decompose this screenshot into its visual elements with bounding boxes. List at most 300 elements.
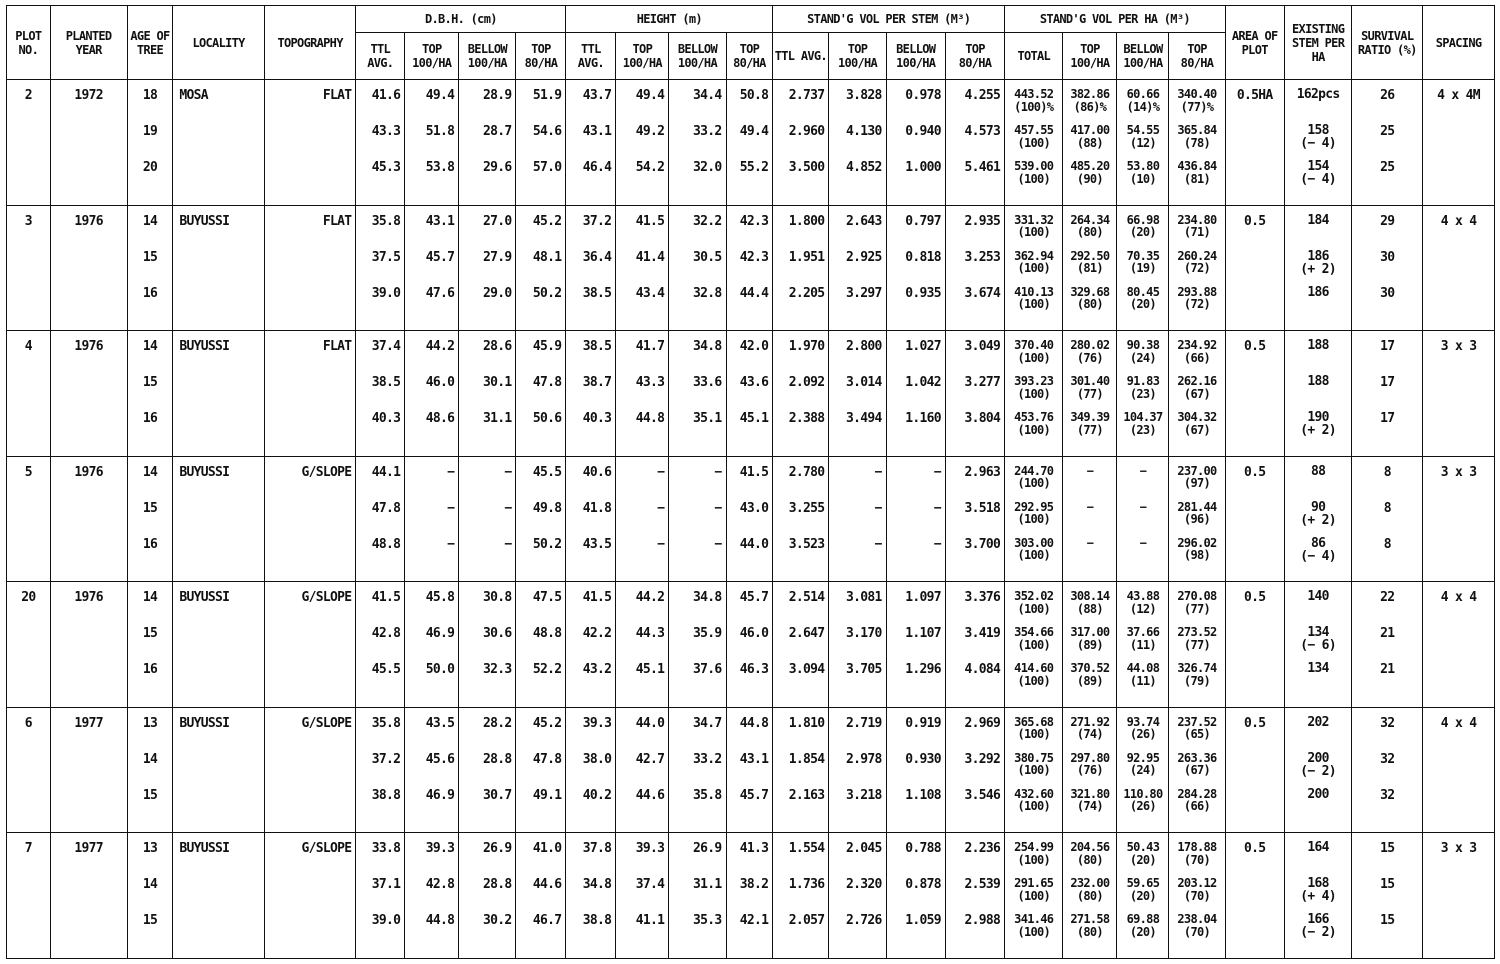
vol-ha-bellow100-entry <box>1117 411 1168 447</box>
vol-ha-top100-entry <box>1063 841 1116 877</box>
height-top80-value: 45.7 <box>739 787 769 803</box>
vol-ha-top100-value: 264.34 <box>1070 212 1110 227</box>
area-of-plot: 0.5HA <box>1236 88 1273 103</box>
vol-ha-total-stack <box>1005 457 1062 573</box>
dbh-ttl-avg-value: 35.8 <box>371 213 401 229</box>
tree-age-value: 14 <box>142 213 158 229</box>
table-row <box>7 331 1495 457</box>
height-top100-value: 41.5 <box>635 213 665 229</box>
height-ttl-avg-value: 40.6 <box>582 464 612 480</box>
vol-ha-top80-value: 270.08 <box>1177 589 1217 604</box>
dbh-top100-value: 39.3 <box>425 841 455 857</box>
vol-ha-top100-note: (80) <box>1076 924 1103 939</box>
dbh-top100-stack <box>405 206 458 322</box>
vol-ha-top100-note: (89) <box>1076 637 1103 652</box>
vol-ha-bellow100-entry <box>1117 590 1168 626</box>
subheader-height-bellow100: BELLOW 100/HA <box>669 33 726 80</box>
height-ttl-avg-value: 39.3 <box>582 715 612 731</box>
plot-no: 5 <box>24 464 32 480</box>
vol-stem-bellow100-value: 1.296 <box>905 662 941 678</box>
header-planted-year: PLANTED YEAR <box>50 6 127 80</box>
vol-ha-top80-note: (70) <box>1183 924 1211 939</box>
plot-no-cell <box>7 456 51 582</box>
vol-ha-top100-entry <box>1063 160 1116 196</box>
vol-ha-total-value: 303.00 <box>1014 535 1054 550</box>
vol-ha-total-entry <box>1005 88 1062 124</box>
dbh-bellow100-cell <box>459 707 516 833</box>
vol-stem-bellow100-value: 0.797 <box>905 213 941 229</box>
vol-stem-top100-stack <box>829 206 885 322</box>
dbh-top100-value: 46.0 <box>425 375 455 391</box>
survival-ratio-value: 32 <box>1380 715 1395 731</box>
existing-stem-value: 88 <box>1310 463 1326 479</box>
height-top100-value: 39.3 <box>635 841 665 857</box>
height-ttl-avg-stack <box>566 582 615 698</box>
vol-ha-top80-note: (96) <box>1183 512 1211 527</box>
vol-ha-total-note: (100) <box>1017 350 1051 365</box>
vol-ha-top80-cell <box>1169 582 1225 708</box>
subheader-dbh-top100: TOP 100/HA <box>405 33 459 80</box>
survival-ratio-stack <box>1352 80 1422 196</box>
survival-ratio-value: 25 <box>1380 124 1395 139</box>
vol-stem-ttl-avg-stack <box>773 331 828 447</box>
vol-stem-ttl-avg-stack <box>773 582 828 698</box>
vol-stem-ttl-avg-value: 3.523 <box>788 536 825 552</box>
dbh-top80-cell <box>516 582 566 708</box>
plot-no: 2 <box>24 88 32 103</box>
vol-ha-bellow100-note: (20) <box>1129 888 1156 903</box>
vol-ha-top80-entry <box>1169 913 1224 949</box>
vol-ha-bellow100-note: (19) <box>1129 261 1156 276</box>
height-top80-value: 43.0 <box>739 500 769 516</box>
vol-ha-top100-note: (76) <box>1076 763 1103 778</box>
vol-ha-top100-note: (80) <box>1076 852 1103 867</box>
vol-stem-ttl-avg-value: 3.500 <box>788 160 825 175</box>
vol-ha-top80-value: 293.88 <box>1177 284 1217 299</box>
subheader-height-ttl-avg: TTL AVG. <box>566 33 616 80</box>
vol-ha-total-value: 414.60 <box>1014 661 1054 676</box>
dbh-top80-value: 51.9 <box>532 88 562 103</box>
height-top80-stack <box>727 457 773 573</box>
topography: FLAT <box>322 339 352 355</box>
vol-stem-bellow100-value: 1.160 <box>905 411 941 427</box>
dbh-bellow100-cell <box>459 833 516 959</box>
height-bellow100-cell <box>669 331 726 457</box>
vol-ha-total-note: (100) <box>1017 673 1051 688</box>
dbh-top80-stack <box>516 206 565 322</box>
existing-stem-cell <box>1284 582 1352 708</box>
vol-ha-top100-note: (74) <box>1076 727 1103 742</box>
vol-ha-top100-cell <box>1063 582 1117 708</box>
planted-year: 1976 <box>74 213 103 229</box>
dbh-top100-value: 50.0 <box>425 662 455 678</box>
existing-stem-value: 200 <box>1307 750 1329 766</box>
vol-ha-top80-note: (81) <box>1183 171 1211 186</box>
area-of-plot-cell <box>1225 331 1284 457</box>
existing-stem-stack <box>1285 708 1352 824</box>
height-top80-value: 41.5 <box>739 464 769 480</box>
height-top80-value: 46.0 <box>739 626 769 642</box>
dbh-bellow100-cell <box>459 80 516 206</box>
spacing: 4 x 4 <box>1440 213 1477 229</box>
vol-ha-top100-value: 292.50 <box>1070 248 1110 263</box>
vol-stem-bellow100-stack <box>887 457 945 573</box>
vol-ha-bellow100-value: − <box>1139 463 1147 478</box>
vol-ha-top80-note: (79) <box>1183 673 1211 688</box>
height-top100-value: 45.1 <box>635 662 665 678</box>
vol-stem-ttl-avg-value: 2.960 <box>788 124 825 139</box>
vol-ha-bellow100-value: 92.95 <box>1126 750 1160 765</box>
height-top100-cell <box>616 80 669 206</box>
vol-ha-top100-entry <box>1063 537 1116 573</box>
existing-stem-stack <box>1285 582 1352 698</box>
height-top100-value: 44.3 <box>635 626 665 642</box>
vol-ha-top100-entry <box>1063 913 1116 949</box>
height-ttl-avg-value: 40.2 <box>582 787 612 803</box>
existing-stem-entry <box>1285 716 1352 752</box>
height-bellow100-stack <box>669 457 725 573</box>
vol-ha-top100-cell <box>1063 205 1117 331</box>
dbh-top100-value: 45.8 <box>425 590 455 606</box>
survival-ratio-value: 15 <box>1380 841 1395 857</box>
survival-ratio-value: 17 <box>1380 339 1395 355</box>
vol-ha-top80-entry <box>1169 716 1224 752</box>
existing-stem-entry <box>1285 501 1352 537</box>
existing-stem-entry <box>1285 214 1352 250</box>
dbh-bellow100-value: − <box>504 536 512 552</box>
vol-ha-total-stack <box>1005 582 1062 698</box>
height-ttl-avg-cell <box>566 331 616 457</box>
vol-stem-bellow100-value: 0.930 <box>905 751 941 767</box>
height-ttl-avg-value: 43.5 <box>582 536 612 552</box>
survival-ratio-value: 30 <box>1380 285 1395 301</box>
vol-ha-top80-value: 260.24 <box>1177 248 1217 263</box>
height-top80-cell <box>726 331 773 457</box>
tree-age-stack <box>128 582 173 698</box>
height-bellow100-value: 35.9 <box>692 626 722 642</box>
dbh-ttl-avg-cell <box>356 833 405 959</box>
height-top80-cell <box>726 833 773 959</box>
vol-stem-top80-value: 2.969 <box>964 715 1001 731</box>
table-row <box>7 582 1495 708</box>
vol-stem-top100-stack <box>829 80 885 196</box>
vol-ha-top100-note: (88) <box>1076 135 1103 150</box>
vol-ha-bellow100-value: 80.45 <box>1126 284 1160 299</box>
plot-no-cell <box>7 331 51 457</box>
locality: BUYUSSI <box>179 715 230 731</box>
vol-ha-total-note: (100)% <box>1014 99 1054 114</box>
dbh-top100-value: 46.9 <box>425 787 455 803</box>
vol-ha-top80-entry <box>1169 88 1224 124</box>
height-top100-value: 44.2 <box>635 590 665 606</box>
tree-age-value: 14 <box>142 877 158 893</box>
vol-stem-bellow100-stack <box>887 582 945 698</box>
dbh-top100-stack <box>405 457 458 573</box>
vol-stem-bellow100-value: 0.878 <box>905 877 941 893</box>
existing-stem-value: 162pcs <box>1296 87 1340 102</box>
topography: G/SLOPE <box>301 841 352 857</box>
locality-cell <box>173 80 265 206</box>
vol-stem-bellow100-stack <box>887 331 945 447</box>
vol-ha-total-note: (100) <box>1017 763 1051 778</box>
vol-ha-total-value: 457.55 <box>1014 123 1054 137</box>
existing-stem-cell <box>1284 331 1352 457</box>
existing-stem-note: (− 4) <box>1300 136 1336 151</box>
vol-ha-bellow100-stack <box>1117 833 1168 949</box>
planted-year-cell <box>50 707 127 833</box>
vol-ha-bellow100-entry <box>1117 88 1168 124</box>
area-of-plot-cell <box>1225 582 1284 708</box>
dbh-ttl-avg-stack <box>356 331 404 447</box>
vol-ha-total-note: (100) <box>1017 727 1051 742</box>
vol-stem-top80-stack <box>946 206 1004 322</box>
survival-ratio-cell <box>1352 456 1423 582</box>
vol-ha-top80-entry <box>1169 375 1224 411</box>
vol-stem-bellow100-cell <box>886 707 945 833</box>
survival-ratio-value: 25 <box>1380 160 1395 175</box>
survival-ratio-stack <box>1352 708 1422 824</box>
vol-ha-total-value: 244.70 <box>1014 463 1054 478</box>
existing-stem-entry <box>1285 124 1352 160</box>
height-ttl-avg-value: 43.1 <box>582 124 612 139</box>
vol-ha-top100-entry <box>1063 788 1116 824</box>
vol-stem-bellow100-value: 0.978 <box>905 88 941 103</box>
existing-stem-stack <box>1285 80 1352 196</box>
vol-stem-top100-cell <box>829 80 886 206</box>
height-ttl-avg-value: 42.2 <box>582 626 612 642</box>
height-bellow100-value: 30.5 <box>692 249 722 265</box>
topography-cell <box>264 582 356 708</box>
height-top80-cell <box>726 80 773 206</box>
vol-ha-top80-entry <box>1169 465 1224 501</box>
vol-stem-bellow100-value: − <box>933 536 941 552</box>
spacing-cell <box>1423 205 1495 331</box>
header-topography: TOPOGRAPHY <box>264 6 356 80</box>
height-ttl-avg-stack <box>566 80 615 196</box>
vol-ha-top100-value: 321.80 <box>1070 786 1110 801</box>
dbh-top80-value: 41.0 <box>532 841 562 857</box>
vol-ha-top100-cell <box>1063 707 1117 833</box>
dbh-bellow100-value: 28.2 <box>482 715 512 731</box>
vol-stem-top100-value: − <box>874 464 882 480</box>
height-top80-stack <box>727 833 773 949</box>
height-top80-value: 44.0 <box>739 536 769 552</box>
vol-ha-total-value: 443.52 <box>1014 87 1054 101</box>
topography: G/SLOPE <box>301 464 352 480</box>
dbh-ttl-avg-value: 45.3 <box>371 160 401 175</box>
vol-stem-bellow100-value: − <box>933 464 941 480</box>
height-top80-value: 42.3 <box>739 249 769 265</box>
vol-ha-bellow100-note: (11) <box>1129 637 1156 652</box>
height-top80-value: 43.1 <box>739 751 769 767</box>
survival-ratio-value: 26 <box>1380 88 1395 103</box>
vol-ha-top80-note: (77) <box>1183 601 1211 616</box>
subheader-ha-top100: TOP 100/HA <box>1063 33 1117 80</box>
height-ttl-avg-cell <box>566 833 616 959</box>
existing-stem-cell <box>1284 205 1352 331</box>
tree-age-cell <box>127 582 173 708</box>
dbh-ttl-avg-value: 33.8 <box>371 841 401 857</box>
vol-ha-top80-value: 178.88 <box>1177 840 1217 855</box>
vol-ha-top80-value: 263.36 <box>1177 750 1217 765</box>
vol-stem-top100-value: 4.130 <box>845 124 882 139</box>
vol-stem-top100-stack <box>829 331 885 447</box>
area-of-plot-cell <box>1225 456 1284 582</box>
existing-stem-entry <box>1285 88 1352 124</box>
locality-cell <box>173 456 265 582</box>
header-height: HEIGHT (m) <box>566 6 773 33</box>
header-survival-ratio: SURVIVAL RATIO (%) <box>1352 6 1423 80</box>
vol-ha-total-value: 354.66 <box>1014 625 1054 640</box>
vol-ha-top80-entry <box>1169 662 1224 698</box>
vol-ha-bellow100-note: (26) <box>1129 799 1156 814</box>
survival-ratio-value: 8 <box>1383 536 1391 552</box>
existing-stem-note: (− 6) <box>1300 638 1336 654</box>
survival-ratio-stack <box>1352 833 1422 949</box>
vol-stem-top100-value: 3.297 <box>845 285 882 301</box>
table-row <box>7 80 1495 206</box>
existing-stem-value: 140 <box>1307 589 1329 605</box>
existing-stem-entry <box>1285 339 1352 375</box>
vol-stem-top100-cell <box>829 707 886 833</box>
locality-cell <box>173 331 265 457</box>
vol-stem-bellow100-value: 0.935 <box>905 285 941 301</box>
survival-ratio-value: 8 <box>1383 500 1391 516</box>
height-top80-stack <box>727 582 773 698</box>
vol-ha-total-stack <box>1005 708 1062 824</box>
vol-stem-bellow100-value: 1.108 <box>905 787 941 803</box>
vol-ha-bellow100-entry <box>1117 214 1168 250</box>
vol-ha-top80-value: 284.28 <box>1177 786 1217 801</box>
dbh-bellow100-value: 26.9 <box>482 841 512 857</box>
dbh-bellow100-stack <box>459 708 515 824</box>
vol-ha-top100-value: 271.92 <box>1070 714 1110 729</box>
vol-ha-top100-value: 349.39 <box>1070 410 1110 425</box>
spacing-cell <box>1423 331 1495 457</box>
spacing-cell <box>1423 456 1495 582</box>
vol-ha-top80-entry <box>1169 788 1224 824</box>
dbh-bellow100-stack <box>459 80 515 196</box>
dbh-top100-stack <box>405 708 458 824</box>
vol-stem-top80-value: 3.546 <box>964 787 1001 803</box>
height-top80-value: 50.8 <box>739 88 769 103</box>
vol-stem-top80-value: 5.461 <box>964 160 1001 175</box>
tree-age-value: 13 <box>142 715 158 731</box>
vol-ha-total-entry <box>1005 465 1062 501</box>
vol-ha-top100-note: (77) <box>1076 422 1103 437</box>
dbh-top100-value: 46.9 <box>425 626 455 642</box>
planted-year: 1977 <box>74 841 103 857</box>
height-bellow100-cell <box>669 456 726 582</box>
table-row <box>7 456 1495 582</box>
vol-stem-ttl-avg-cell <box>773 582 829 708</box>
dbh-top80-value: 57.0 <box>532 160 562 175</box>
vol-ha-total-cell <box>1005 833 1063 959</box>
height-top80-value: 42.0 <box>739 339 769 355</box>
vol-stem-top80-value: 3.292 <box>964 751 1001 767</box>
height-top100-value: 41.1 <box>635 913 665 929</box>
height-top100-value: − <box>657 464 665 480</box>
vol-ha-bellow100-value: 104.37 <box>1123 410 1163 425</box>
planted-year-cell <box>50 80 127 206</box>
existing-stem-value: 200 <box>1307 786 1329 802</box>
dbh-bellow100-value: 28.8 <box>482 877 512 893</box>
area-of-plot-cell <box>1225 205 1284 331</box>
vol-ha-top80-value: 273.52 <box>1177 625 1217 640</box>
locality: BUYUSSI <box>179 213 230 229</box>
tree-age-cell <box>127 707 173 833</box>
vol-ha-top100-note: (80) <box>1076 297 1103 312</box>
vol-ha-top80-cell <box>1169 205 1225 331</box>
dbh-top80-value: 47.5 <box>532 590 562 606</box>
vol-ha-top80-entry <box>1169 339 1224 375</box>
vol-stem-top80-value: 2.963 <box>964 464 1001 480</box>
dbh-top80-value: 47.8 <box>532 751 562 767</box>
vol-stem-bellow100-value: 1.107 <box>905 626 941 642</box>
existing-stem-value: 90 <box>1310 499 1326 515</box>
vol-ha-top80-value: 203.12 <box>1177 876 1217 891</box>
vol-ha-total-value: 331.32 <box>1014 212 1054 227</box>
dbh-bellow100-value: 29.0 <box>482 285 512 301</box>
topography: FLAT <box>322 88 352 103</box>
vol-stem-top100-value: 2.643 <box>845 213 882 229</box>
dbh-ttl-avg-value: 47.8 <box>371 500 401 516</box>
height-top80-value: 45.7 <box>739 590 769 606</box>
vol-ha-top80-stack <box>1169 833 1224 949</box>
vol-stem-ttl-avg-value: 2.737 <box>788 88 825 103</box>
header-vol-per-stem: STAND'G VOL PER STEM (M³) <box>773 6 1005 33</box>
height-ttl-avg-stack <box>566 331 615 447</box>
vol-stem-top100-value: 2.045 <box>845 841 882 857</box>
height-top80-value: 44.8 <box>739 715 769 731</box>
dbh-bellow100-value: 32.3 <box>482 662 512 678</box>
vol-ha-bellow100-stack <box>1117 457 1168 573</box>
dbh-top100-value: 48.6 <box>425 411 455 427</box>
existing-stem-value: 186 <box>1307 284 1329 300</box>
dbh-top100-value: 43.5 <box>425 715 455 731</box>
subheader-dbh-bellow100: BELLOW 100/HA <box>459 33 516 80</box>
height-ttl-avg-value: 34.8 <box>582 877 612 893</box>
plot-no-cell <box>7 80 51 206</box>
existing-stem-value: 134 <box>1307 661 1329 677</box>
vol-stem-top80-cell <box>945 707 1004 833</box>
vol-stem-bellow100-value: 0.788 <box>905 841 941 857</box>
dbh-bellow100-value: − <box>504 464 512 480</box>
tree-age-value: 16 <box>142 662 158 678</box>
existing-stem-entry <box>1285 465 1352 501</box>
vol-ha-bellow100-note: (12) <box>1129 135 1156 150</box>
dbh-top100-value: 51.8 <box>425 124 455 139</box>
vol-stem-bellow100-cell <box>886 456 945 582</box>
height-bellow100-value: 32.8 <box>692 285 722 301</box>
plot-no: 7 <box>24 841 32 857</box>
vol-ha-top80-entry <box>1169 124 1224 160</box>
height-bellow100-value: 34.8 <box>692 339 722 355</box>
tree-age-cell <box>127 205 173 331</box>
locality-cell <box>173 582 265 708</box>
vol-stem-bellow100-cell <box>886 205 945 331</box>
vol-ha-top100-entry <box>1063 214 1116 250</box>
vol-ha-total-value: 380.75 <box>1014 750 1054 765</box>
dbh-ttl-avg-value: 38.5 <box>371 375 401 391</box>
existing-stem-stack <box>1285 833 1352 949</box>
height-top100-stack <box>616 80 668 196</box>
vol-ha-top80-note: (67) <box>1183 386 1211 401</box>
planted-year-cell <box>50 456 127 582</box>
vol-stem-ttl-avg-value: 1.554 <box>788 841 825 857</box>
vol-ha-top100-entry <box>1063 124 1116 160</box>
vol-stem-top80-value: 4.255 <box>964 88 1001 103</box>
